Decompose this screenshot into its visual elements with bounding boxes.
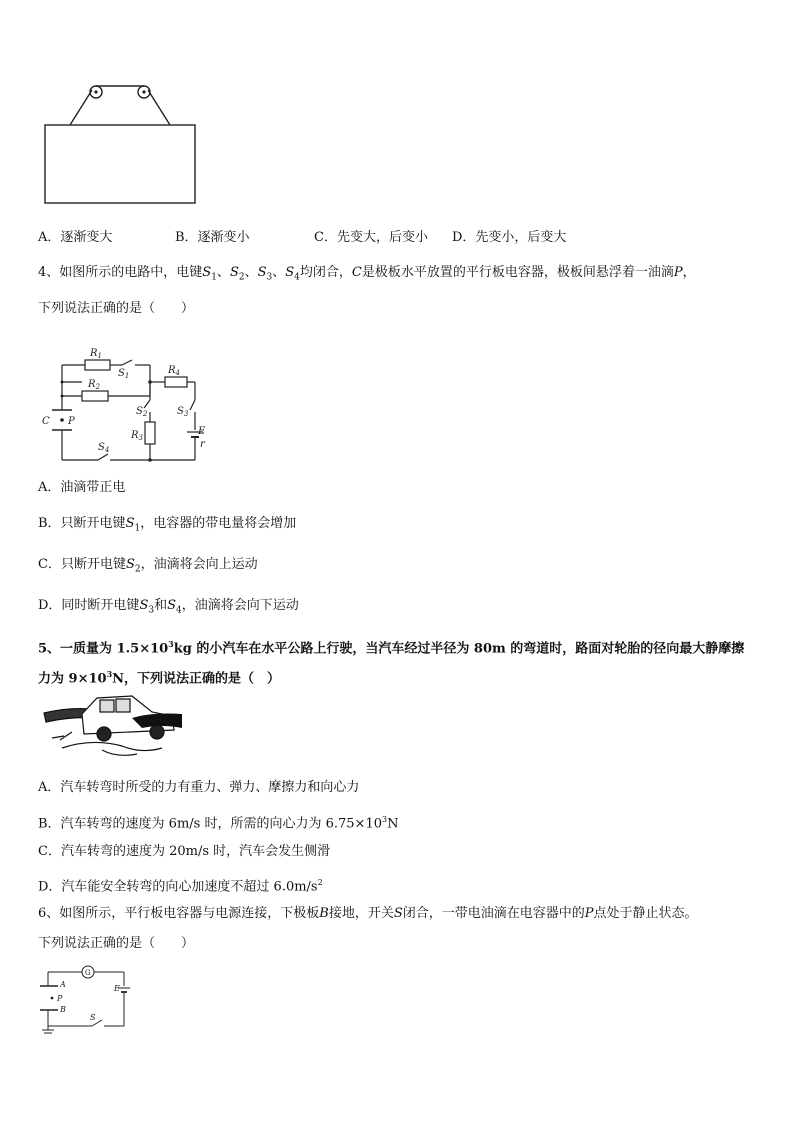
q5-option-d: D．汽车能安全转弯的向心加速度不超过 $6.0m/s^2$	[38, 878, 323, 895]
svg-text:P: P	[57, 994, 63, 1003]
q4-option-a: A．油滴带正电	[38, 480, 126, 495]
svg-text:S2: $S_2$	[136, 406, 148, 418]
svg-text:S3: $S_3$	[177, 406, 189, 418]
q4-stem-line2: 下列说法正确的是（ ）	[38, 301, 195, 316]
q4-option-c: C．只断开电键$S_2$，油滴将会向上运动	[38, 557, 258, 575]
svg-text:E: E	[114, 984, 120, 993]
svg-text:r: r	[200, 439, 205, 450]
svg-text:B: B	[60, 1005, 66, 1014]
svg-text:G: G	[85, 969, 91, 977]
q5-stem-line2: 力为 $9\times 10^3N$，下列说法正确的是（ ）	[38, 669, 281, 687]
svg-text:R2: $R_2$	[88, 379, 100, 391]
svg-text:R4: $R_4$	[168, 365, 180, 377]
q5-option-b: B．汽车转弯的速度为 6m/s 时，所需的向心力为 $6.75\times 10^3N$	[38, 815, 399, 832]
q6-circuit-figure	[38, 960, 138, 1040]
q4-stem-line1: 4、如图所示的电路中，电键$S_1$、$S_2$、$S_3$、$S_4$均闭合，C是极板水平放置的平行板电容器，极板间悬浮着一油滴P，	[38, 265, 696, 283]
svg-text:C: C	[42, 416, 50, 427]
svg-text:P: P	[68, 416, 75, 427]
svg-text:A: A	[60, 980, 66, 989]
q4-circuit-figure	[40, 340, 220, 470]
q3-option-d: D．先变小，后变大	[452, 230, 567, 245]
svg-text:R1: $R_1$	[90, 348, 102, 360]
q3-option-b: B．逐渐变小	[175, 230, 250, 245]
q4-option-d: D．同时断开电键$S_3$和$S_4$，油滴将会向下运动	[38, 598, 299, 616]
pulley-block-figure	[40, 80, 200, 210]
q5-stem-line1: 5、一质量为 $1.5\times 10^3kg$ 的小汽车在水平公路上行驶，当汽车经过半径为 80m 的弯道时，路面对轮胎的径向最大静摩擦	[38, 639, 745, 657]
q5-option-a: A．汽车转弯时所受的力有重力、弹力、摩擦力和向心力	[38, 780, 360, 795]
q6-stem-line2: 下列说法正确的是（ ）	[38, 936, 195, 951]
svg-text:R3: $R_3$	[131, 430, 143, 442]
q5-option-c: C．汽车转弯的速度为 20m/s 时，汽车会发生侧滑	[38, 844, 331, 859]
svg-text:E: E	[198, 426, 206, 437]
q6-stem-line1: 6、如图所示，平行板电容器与电源连接，下极板B接地，开关S闭合，一带电油滴在电容器中的P点处于静止状态。	[38, 906, 698, 921]
q4-option-b: B．只断开电键$S_1$，电容器的带电量将会增加	[38, 516, 297, 534]
svg-text:S: S	[90, 1013, 96, 1022]
svg-text:S1: $S_1$	[118, 368, 130, 380]
svg-text:S4: $S_4$	[98, 442, 110, 454]
q3-option-a: A．逐渐变大	[38, 230, 113, 245]
q3-option-c: C．先变大，后变小	[314, 230, 428, 245]
car-turning-figure	[42, 688, 182, 768]
